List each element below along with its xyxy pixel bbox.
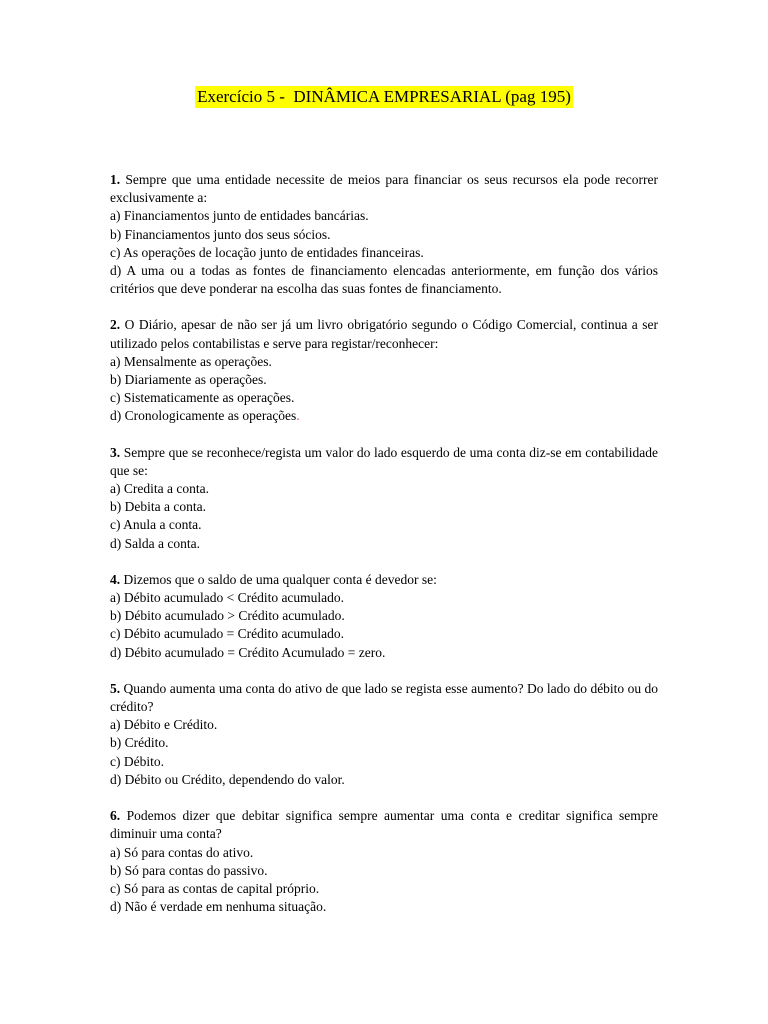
option-a: a) Mensalmente as operações. xyxy=(110,353,272,369)
question-6 xyxy=(110,807,658,916)
question-stem xyxy=(110,444,658,480)
question-stem xyxy=(110,680,658,716)
option-b: b) Financiamentos junto dos seus sócios. xyxy=(110,226,331,242)
option-a: a) Débito e Crédito. xyxy=(110,717,218,733)
question-stem xyxy=(110,171,658,207)
question-text: O Diário, apesar de não ser já um livro obrigatório segundo o Código Comercial, continua a ser utilizado pelos contabilistas e serve para registar/reconhecer: xyxy=(110,317,658,351)
option-c: c) Anula a conta. xyxy=(110,517,202,533)
question-number: 5. xyxy=(110,680,121,696)
questions-list xyxy=(110,171,658,934)
question-1 xyxy=(110,171,658,298)
question-number: 3. xyxy=(110,444,121,460)
question-stem xyxy=(110,807,658,843)
option-d xyxy=(110,407,658,425)
option-a: a) Só para contas do ativo. xyxy=(110,844,254,860)
option-a: a) Débito acumulado < Crédito acumulado. xyxy=(110,590,345,606)
question-stem xyxy=(110,571,658,589)
option-d-text: d) Cronologicamente as operações xyxy=(110,408,297,424)
question-number: 2. xyxy=(110,317,121,333)
question-2 xyxy=(110,316,658,425)
option-d: d) Não é verdade em nenhuma situação. xyxy=(110,899,327,915)
question-text: Sempre que uma entidade necessite de meios para financiar os seus recursos ela pode recorrer exclusivamente a: xyxy=(110,172,658,206)
question-5 xyxy=(110,680,658,789)
title-container xyxy=(0,86,768,108)
option-d: d) Débito ou Crédito, dependendo do valor. xyxy=(110,771,345,787)
option-c: c) Débito. xyxy=(110,753,164,769)
option-b: b) Débito acumulado > Crédito acumulado. xyxy=(110,608,345,624)
question-text: Quando aumenta uma conta do ativo de que lado se regista esse aumento? Do lado do débito ou do crédito? xyxy=(110,680,659,715)
question-3 xyxy=(110,444,658,553)
option-b: b) Diariamente as operações. xyxy=(110,372,267,388)
question-number: 6. xyxy=(110,808,121,824)
option-a: a) Credita a conta. xyxy=(110,481,209,497)
question-stem xyxy=(110,316,658,352)
question-text: Dizemos que o saldo de uma qualquer conta é devedor se: xyxy=(123,571,437,587)
option-d: d) Salda a conta. xyxy=(110,535,200,551)
option-a: a) Financiamentos junto de entidades bancárias. xyxy=(110,208,369,224)
option-c: c) Sistematicamente as operações. xyxy=(110,390,295,406)
exercise-title: Exercício 5 - DINÂMICA EMPRESARIAL (pag 195) xyxy=(197,87,571,106)
question-4 xyxy=(110,571,658,662)
question-text: Podemos dizer que debitar significa sempre aumentar uma conta e creditar significa sempre diminuir uma conta? xyxy=(110,808,659,842)
question-text: Sempre que se reconhece/regista um valor do lado esquerdo de uma conta diz-se em contabilidade que se: xyxy=(110,444,658,478)
option-c: c) Só para as contas de capital próprio. xyxy=(110,880,320,896)
option-b: b) Debita a conta. xyxy=(110,499,206,515)
question-number: 4. xyxy=(110,571,121,587)
option-d: d) A uma ou a todas as fontes de financiamento elencadas anteriormente, em função dos vários critérios que deve ponderar na escolha das suas fontes de financiamento. xyxy=(110,263,658,297)
option-b: b) Crédito. xyxy=(110,735,169,751)
option-c: c) Débito acumulado = Crédito acumulado. xyxy=(110,626,345,642)
option-c: c) As operações de locação junto de entidades financeiras. xyxy=(110,244,424,260)
option-d: d) Débito acumulado = Crédito Acumulado = zero. xyxy=(110,644,386,660)
option-b: b) Só para contas do passivo. xyxy=(110,862,268,878)
option-d-period: . xyxy=(296,408,300,424)
question-number: 1. xyxy=(110,172,121,187)
